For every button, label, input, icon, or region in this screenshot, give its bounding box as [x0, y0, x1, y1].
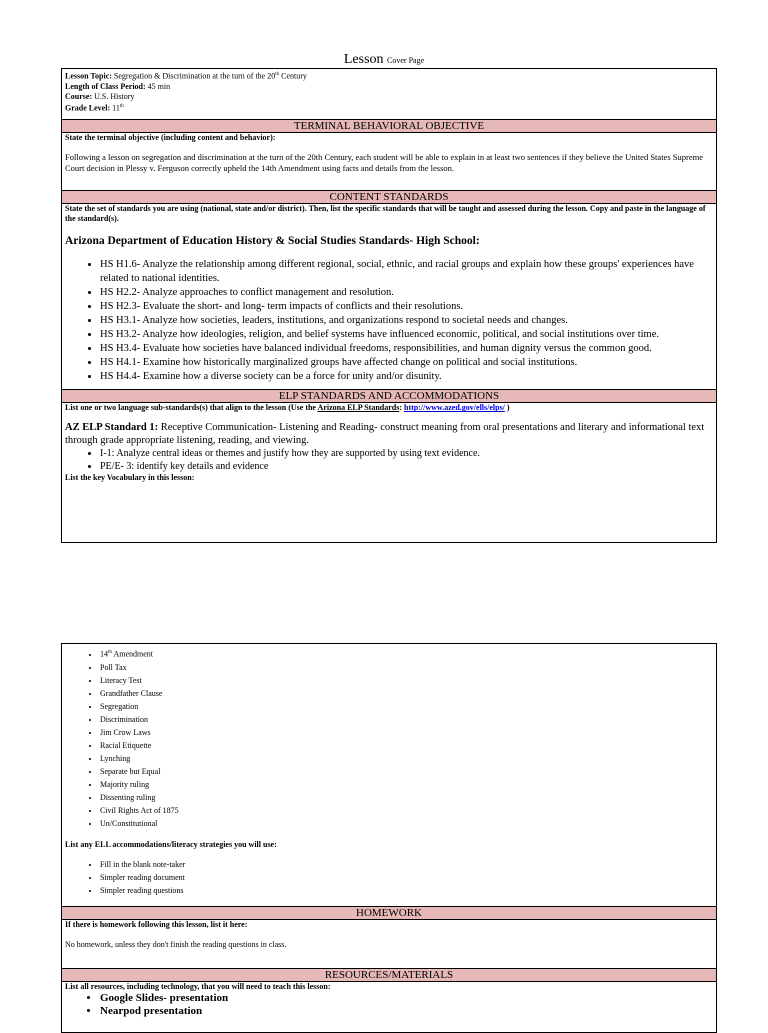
list-item: • HS H3.1- Analyze how societies, leaders, institutions, and organizations respond to societal needs and changes.: [100, 314, 716, 328]
homework-text: No homework, unless they don't finish the reading questions in class.: [65, 939, 287, 949]
list-item: • Jim Crow Laws: [100, 726, 716, 739]
list-item: • 14th Amendment: [100, 646, 716, 661]
content-standards-list: [62, 258, 716, 384]
list-item: • Poll Tax: [100, 661, 716, 674]
elp-url-link[interactable]: http://www.azed.gov/ells/elps/: [404, 403, 505, 413]
class-length-label: Length of Class Period: [65, 81, 143, 91]
elp-standard-1: [62, 421, 716, 447]
elp-standards-header: ELP STANDARDS AND ACCOMMODATIONS: [62, 389, 716, 403]
resources-instruction: List all resources, including technology, that you will need to teach this lesson:: [65, 981, 331, 991]
title-sub: Cover Page: [387, 56, 425, 65]
list-item: • Racial Etiquette: [100, 739, 716, 752]
accommodations-instruction: List any ELL accommodations/literacy strategies you will use:: [65, 839, 277, 849]
list-item: • HS H4.4- Examine how a diverse society can be a force for unity and/or disunity.: [100, 370, 716, 384]
lesson-topic-label: Lesson Topic: [65, 71, 110, 81]
course-line: Course: U.S. History: [65, 91, 135, 101]
title-main: Lesson: [343, 52, 384, 67]
list-item: • HS H2.3- Evaluate the short- and long- term impacts of conflicts and their resolutions.: [100, 300, 716, 314]
list-item: • HS H3.4- Evaluate how societies have balanced individual freedoms, responsibilities, and human dignity versus the common good.: [100, 342, 716, 356]
resources-list: [62, 992, 716, 1018]
list-item: • Simpler reading document: [100, 871, 716, 884]
list-item: • I-1: Analyze central ideas or themes and justify how they are supported by using text evidence.: [100, 447, 716, 460]
list-item: • Nearpod presentation: [100, 1005, 716, 1018]
list-item: • Simpler reading questions: [100, 884, 716, 897]
az-standards-heading: Arizona Department of Education History & Social Studies Standards- High School:: [65, 235, 480, 248]
grade-label: Grade Level: [65, 103, 108, 113]
resources-header: RESOURCES/MATERIALS: [62, 968, 716, 982]
lesson-cover-box-page2: [61, 643, 717, 1033]
lesson-topic-value: Segregation & Discrimination at the turn of the 20: [113, 71, 276, 81]
elp-standard-label: AZ ELP Standard 1:: [65, 422, 159, 434]
list-item: • HS H1.6- Analyze the relationship among different regional, social, ethnic, and racial groups and explain how these groups' experiences have related to national identities.: [100, 258, 716, 286]
elp-standard-text: Receptive Communication- Listening and Reading- construct meaning from oral presentations and literary and informational text through grade appropriate listening, reading, and viewing.: [65, 422, 705, 447]
list-item: • Google Slides- presentation: [100, 992, 716, 1005]
list-item: • PE/E- 3: identify key details and evidence: [100, 460, 716, 473]
course-label: Course: [65, 91, 90, 101]
list-item: • Dissenting ruling: [100, 791, 716, 804]
lesson-info: [62, 69, 716, 114]
list-item: • Literacy Test: [100, 674, 716, 687]
list-item: • HS H2.2- Analyze approaches to conflict management and resolution.: [100, 286, 716, 300]
terminal-objective-text: Following a lesson on segregation and discrimination at the turn of the 20th Century, each student will be able to explain in at least two sentences if they believe the United States Supreme Court decision in Plessy v. Ferguson correctly upheld the 14th Amendment using facts and details from the lesson.: [65, 152, 703, 174]
course-value: U.S. History: [94, 91, 135, 101]
terminal-objective-instruction: State the terminal objective (including content and behavior):: [65, 133, 276, 143]
lesson-cover-box-page1: [61, 68, 717, 543]
list-item: • Segregation: [100, 700, 716, 713]
elp-items-list: [62, 447, 716, 473]
list-item: • Majority ruling: [100, 778, 716, 791]
lesson-topic-line: Lesson Topic: Segregation & Discrimination at the turn of the 20th Century: [65, 71, 307, 81]
elp-instruction: List one or two language sub-standards(s) that align to the lesson (Use the Arizona ELP Standards: http://www.azed.gov/ells/elps/ ): [65, 403, 510, 413]
grade-line: Grade Level: 11th: [65, 103, 124, 113]
list-item: • HS H3.2- Analyze how ideologies, religion, and belief systems have influenced economic, political, and social institutions over time.: [100, 328, 716, 342]
class-length-line: Length of Class Period: 45 min: [65, 81, 171, 91]
arizona-elp-standards-link[interactable]: Arizona ELP Standards: [317, 403, 400, 413]
list-item: • Un/Constitutional: [100, 817, 716, 830]
homework-header: HOMEWORK: [62, 906, 716, 920]
list-item: • Civil Rights Act of 1875: [100, 804, 716, 817]
content-standards-instruction: State the set of standards you are using (national, state and/or district). Then, list the specific standards that will be taught and assessed during the lesson. Copy and paste in the language of the standard(s).: [65, 204, 706, 224]
homework-instruction: If there is homework following this lesson, list it here:: [65, 919, 248, 929]
page-title: [0, 52, 768, 68]
content-standards-header: CONTENT STANDARDS: [62, 190, 716, 204]
list-item: • Separate but Equal: [100, 765, 716, 778]
list-item: • Discrimination: [100, 713, 716, 726]
list-item: • HS H4.1- Examine how historically marginalized groups have affected change on political and social institutions.: [100, 356, 716, 370]
list-item: • Fill in the blank note-taker: [100, 858, 716, 871]
vocabulary-list: [62, 646, 716, 830]
list-item: • Grandfather Clause: [100, 687, 716, 700]
class-length-value: 45 min: [147, 81, 171, 91]
vocab-instruction: List the key Vocabulary in this lesson:: [65, 473, 195, 483]
grade-value: 11: [112, 103, 120, 113]
accommodations-list: [62, 858, 716, 897]
list-item: • Lynching: [100, 752, 716, 765]
terminal-objective-header: TERMINAL BEHAVIORAL OBJECTIVE: [62, 119, 716, 133]
